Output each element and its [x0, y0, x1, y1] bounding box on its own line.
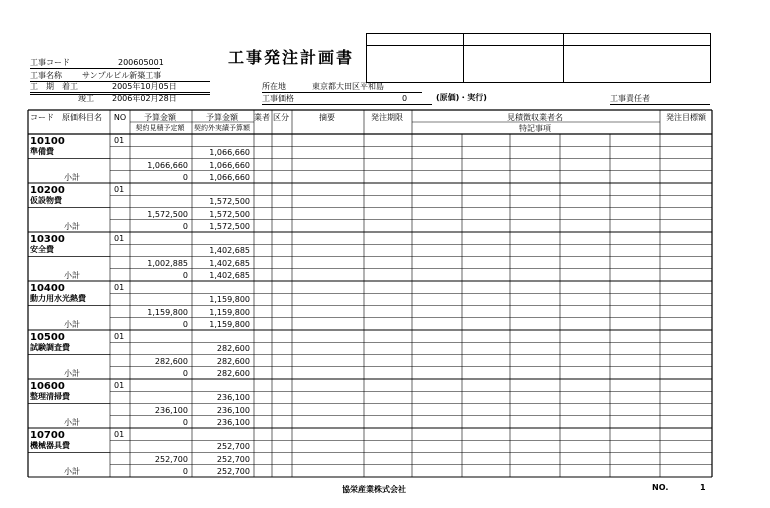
row-total: 282,600	[216, 368, 250, 378]
header-yosan: 予算金額	[144, 113, 176, 122]
row-sub-right: 282,600	[216, 356, 250, 366]
subtotal-label: 小計	[64, 417, 80, 427]
header-target: 発注目標額	[666, 113, 706, 122]
header-yosan2: 予算金額	[206, 113, 238, 122]
row-total: 1,402,685	[209, 270, 250, 280]
subtotal-label: 小計	[64, 270, 80, 280]
row-total: 236,100	[216, 417, 250, 427]
row-yosan: 282,600	[216, 344, 250, 354]
kiko-label: 工 期 着工	[30, 82, 78, 91]
location-value: 東京都大田区平和島	[312, 82, 384, 91]
koji-name-label: 工事名称	[30, 71, 62, 80]
header-code-name: コード 原価科目名	[30, 113, 102, 122]
page-no-label: NO.	[652, 483, 669, 492]
row-sub-left: 282,600	[154, 356, 188, 366]
header-mitsumori: 見積徴収業者名	[507, 113, 563, 122]
row-zero: 0	[182, 172, 188, 182]
row-code: 10300	[30, 234, 65, 245]
row-code: 10500	[30, 332, 65, 343]
row-no: 01	[114, 234, 125, 243]
row-no: 01	[114, 381, 125, 390]
row-sub-right: 236,100	[216, 405, 250, 415]
row-yosan: 1,572,500	[209, 197, 250, 207]
row-total: 1,572,500	[209, 221, 250, 231]
row-sub-left: 1,066,660	[147, 160, 188, 170]
start-date: 2005年10月05日	[112, 82, 177, 91]
row-code: 10400	[30, 283, 65, 294]
row-total: 1,066,660	[209, 172, 250, 182]
row-zero: 0	[182, 417, 188, 427]
row-zero: 0	[182, 221, 188, 231]
location-label: 所在地	[262, 82, 286, 91]
row-name: 準備費	[30, 147, 54, 156]
row-code: 10200	[30, 185, 65, 196]
subtotal-label: 小計	[64, 319, 80, 329]
row-sub-left: 236,100	[154, 405, 188, 415]
row-zero: 0	[182, 466, 188, 476]
koji-name-value: サンプルビル新築工事	[82, 71, 162, 80]
shunko-label: 竣工	[78, 94, 94, 103]
header-hacchu: 発注期限	[371, 113, 403, 122]
row-code: 10700	[30, 430, 65, 441]
header-tekiyo: 摘要	[319, 113, 335, 122]
row-no: 01	[114, 136, 125, 145]
row-name: 機械器具費	[30, 441, 70, 450]
row-no: 01	[114, 185, 125, 194]
row-sub-left: 1,002,885	[147, 258, 188, 268]
row-zero: 0	[182, 270, 188, 280]
row-yosan: 236,100	[216, 393, 250, 403]
company-name: 協栄産業株式会社	[342, 485, 406, 494]
subtotal-label: 小計	[64, 368, 80, 378]
row-name: 整理清掃費	[30, 392, 70, 401]
contract-label: 工事価格	[262, 94, 294, 103]
row-sub-right: 1,159,800	[209, 307, 250, 317]
row-sub-right: 1,572,500	[209, 209, 250, 219]
row-sub-right: 1,402,685	[209, 258, 250, 268]
row-sub-left: 1,572,500	[147, 209, 188, 219]
row-name: 動力用水光熱費	[30, 294, 86, 303]
header-keiyaku-zan: 契約外実績予算額	[194, 124, 250, 132]
page-no-value: 1	[700, 483, 706, 492]
row-name: 安全費	[30, 245, 54, 254]
row-no: 01	[114, 430, 125, 439]
row-yosan: 252,700	[216, 442, 250, 452]
row-sub-left: 252,700	[154, 454, 188, 464]
end-date: 2006年02月28日	[112, 94, 177, 103]
row-zero: 0	[182, 319, 188, 329]
contract-value: 0	[402, 94, 408, 103]
manager-label: 工事責任者	[610, 94, 650, 103]
row-name: 仮設物費	[30, 196, 62, 205]
header-tokki: 特記事項	[519, 124, 551, 133]
row-sub-right: 1,066,660	[209, 160, 250, 170]
row-yosan: 1,159,800	[209, 295, 250, 305]
koji-code-label: 工事コード	[30, 58, 70, 67]
row-total: 1,159,800	[209, 319, 250, 329]
row-name: 試験調査費	[30, 343, 70, 352]
header-keiyaku-yotei: 契約見積予定額	[135, 124, 185, 132]
header-kubun2: 区分	[273, 113, 289, 122]
header-no: NO	[113, 113, 127, 122]
row-yosan: 1,066,660	[209, 148, 250, 158]
subtotal-label: 小計	[64, 221, 80, 231]
row-code: 10600	[30, 381, 65, 392]
row-yosan: 1,402,685	[209, 246, 250, 256]
page-title: 工事発注計画書	[228, 48, 355, 67]
row-zero: 0	[182, 368, 188, 378]
header-kubun1: 業者	[254, 113, 270, 122]
row-no: 01	[114, 283, 125, 292]
koji-code-value: 200605001	[118, 58, 164, 67]
row-sub-right: 252,700	[216, 454, 250, 464]
row-no: 01	[114, 332, 125, 341]
subtotal-label: 小計	[64, 466, 80, 476]
row-sub-left: 1,159,800	[147, 307, 188, 317]
cost-type: (原価)・実行)	[436, 93, 487, 102]
subtotal-label: 小計	[64, 172, 80, 182]
row-total: 252,700	[216, 466, 250, 476]
row-code: 10100	[30, 136, 65, 147]
